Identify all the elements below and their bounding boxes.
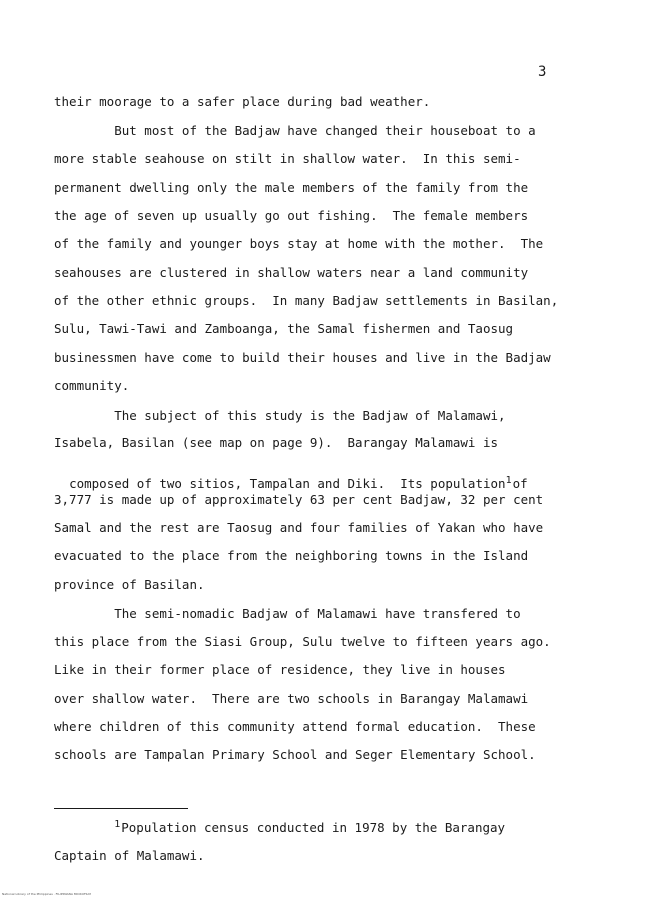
body-line: the age of seven up usually go out fishing. The female members [54, 208, 529, 223]
page-number: 3 [538, 64, 547, 80]
footnote-marker: 1 [114, 819, 121, 830]
body-line-continuation: of [512, 475, 528, 491]
body-line: over shallow water. There are two schools in Barangay Malamawi [54, 691, 529, 706]
body-line: The subject of this study is the Badjaw of Malamawi, [54, 408, 506, 423]
footnote-line: Captain of Malamawi. [54, 848, 205, 863]
body-line: their moorage to a safer place during bad weather. [54, 94, 431, 109]
body-line: where children of this community attend formal education. These [54, 719, 536, 734]
body-line-text: composed of two sitios, Tampalan and Diki. Its population [69, 475, 506, 491]
body-line: The semi-nomadic Badjaw of Malamawi have transfered to [54, 606, 521, 621]
body-line: of the family and younger boys stay at home with the mother. The [54, 236, 544, 251]
body-line: Like in their former place of residence, they live in houses [54, 662, 506, 677]
footnote-text: Population census conducted in 1978 by the Barangay [121, 820, 506, 835]
body-line: schools are Tampalan Primary School and Seger Elementary School. [54, 747, 536, 762]
footnote-rule [54, 808, 188, 809]
body-line: province of Basilan. [54, 577, 205, 592]
body-line: community. [54, 378, 130, 393]
body-line: evacuated to the place from the neighboring towns in the Island [54, 548, 529, 563]
footnote-line [54, 819, 506, 835]
archive-stamp: National Library of the Philippines · FILIPINIANA MICROFILM [2, 892, 91, 896]
body-line: Isabela, Basilan (see map on page 9). Barangay Malamawi is [54, 435, 499, 450]
body-line: seahouses are clustered in shallow waters near a land community [54, 265, 529, 280]
body-line: Samal and the rest are Taosug and four families of Yakan who have [54, 520, 544, 535]
body-line: businessmen have come to build their houses and live in the Badjaw [54, 350, 551, 365]
body-line: But most of the Badjaw have changed their houseboat to a [54, 123, 536, 138]
body-line: more stable seahouse on stilt in shallow water. In this semi- [54, 151, 521, 166]
footnote-ref-marker: 1 [505, 474, 512, 486]
body-line: 3,777 is made up of approximately 63 per cent Badjaw, 32 per cent [54, 492, 544, 507]
body-line: of the other ethnic groups. In many Badjaw settlements in Basilan, [54, 293, 559, 308]
body-line: Sulu, Tawi-Tawi and Zamboanga, the Samal fishermen and Taosug [54, 321, 514, 336]
body-line: this place from the Siasi Group, Sulu twelve to fifteen years ago. [54, 634, 551, 649]
body-line-with-footnote-ref [54, 465, 528, 491]
body-line: permanent dwelling only the male members of the family from the [54, 180, 529, 195]
